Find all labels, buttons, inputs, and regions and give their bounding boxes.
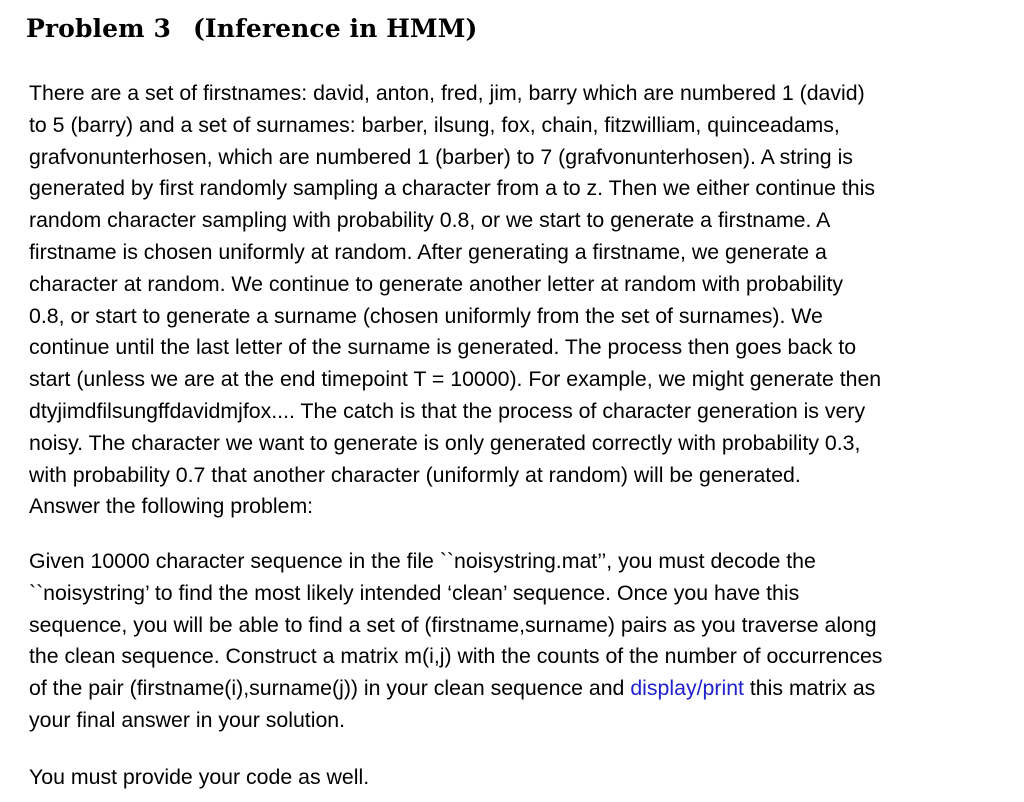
closing-paragraph [29,762,1001,794]
intro-line: dtyjimdfilsungffdavidmjfox.... The catch is that the process of character generation is very [29,398,866,423]
problem-number-label: Problem 3 [26,14,171,43]
intro-line: noisy. The character we want to generate is only generated correctly with probability 0.3, [29,430,861,455]
intro-line: start (unless we are at the end timepoint T = 10000). For example, we might generate then [29,367,882,392]
intro-line: firstname is chosen uniformly at random. After generating a firstname, we generate a [29,239,827,264]
intro-line: Answer the following problem: [29,494,314,519]
task-line: sequence, you will be able to find a set of (firstname,surname) pairs as you traverse along [29,612,877,637]
task-line: ``noisystring’ to find the most likely intended ‘clean’ sequence. Once you have this [29,580,800,605]
task-text-before-link: of the pair (firstname(i),surname(j)) in your clean sequence and [29,676,631,701]
closing-line: You must provide your code as well. [29,765,370,789]
intro-line: character at random. We continue to generate another letter at random with probability [29,271,844,296]
intro-paragraph [29,78,1001,523]
task-line-with-link [29,673,1001,705]
intro-line: continue until the last letter of the surname is generated. The process then goes back to [29,335,857,360]
intro-line: random character sampling with probability 0.8, or we start to generate a firstname. A [29,208,831,233]
intro-line: generated by first randomly sampling a character from a to z. Then we either continue this [29,176,875,201]
task-text-after-link: this matrix as [743,676,876,701]
display-print-link[interactable]: display/print [630,676,744,701]
intro-line: grafvonunterhosen, which are numbered 1 (barber) to 7 (grafvonunterhosen). A string is [29,144,853,169]
intro-line: with probability 0.7 that another character (uniformly at random) will be generated. [29,462,801,487]
intro-line: to 5 (barry) and a set of surnames: barber, ilsung, fox, chain, fitzwilliam, quinceadams, [29,112,840,137]
problem-heading [26,14,477,43]
intro-line: 0.8, or start to generate a surname (chosen uniformly from the set of surnames). We [29,303,823,328]
problem-topic-label: (Inference in HMM) [192,14,478,43]
task-line: the clean sequence. Construct a matrix m(i,j) with the counts of the number of occurrences [29,644,883,669]
intro-line: There are a set of firstnames: david, anton, fred, jim, barry which are numbered 1 (david) [29,81,865,105]
task-line: your final answer in your solution. [29,707,346,732]
task-line: Given 10000 character sequence in the file ``noisystring.mat’’, you must decode the [29,549,816,573]
task-paragraph [29,546,1001,737]
